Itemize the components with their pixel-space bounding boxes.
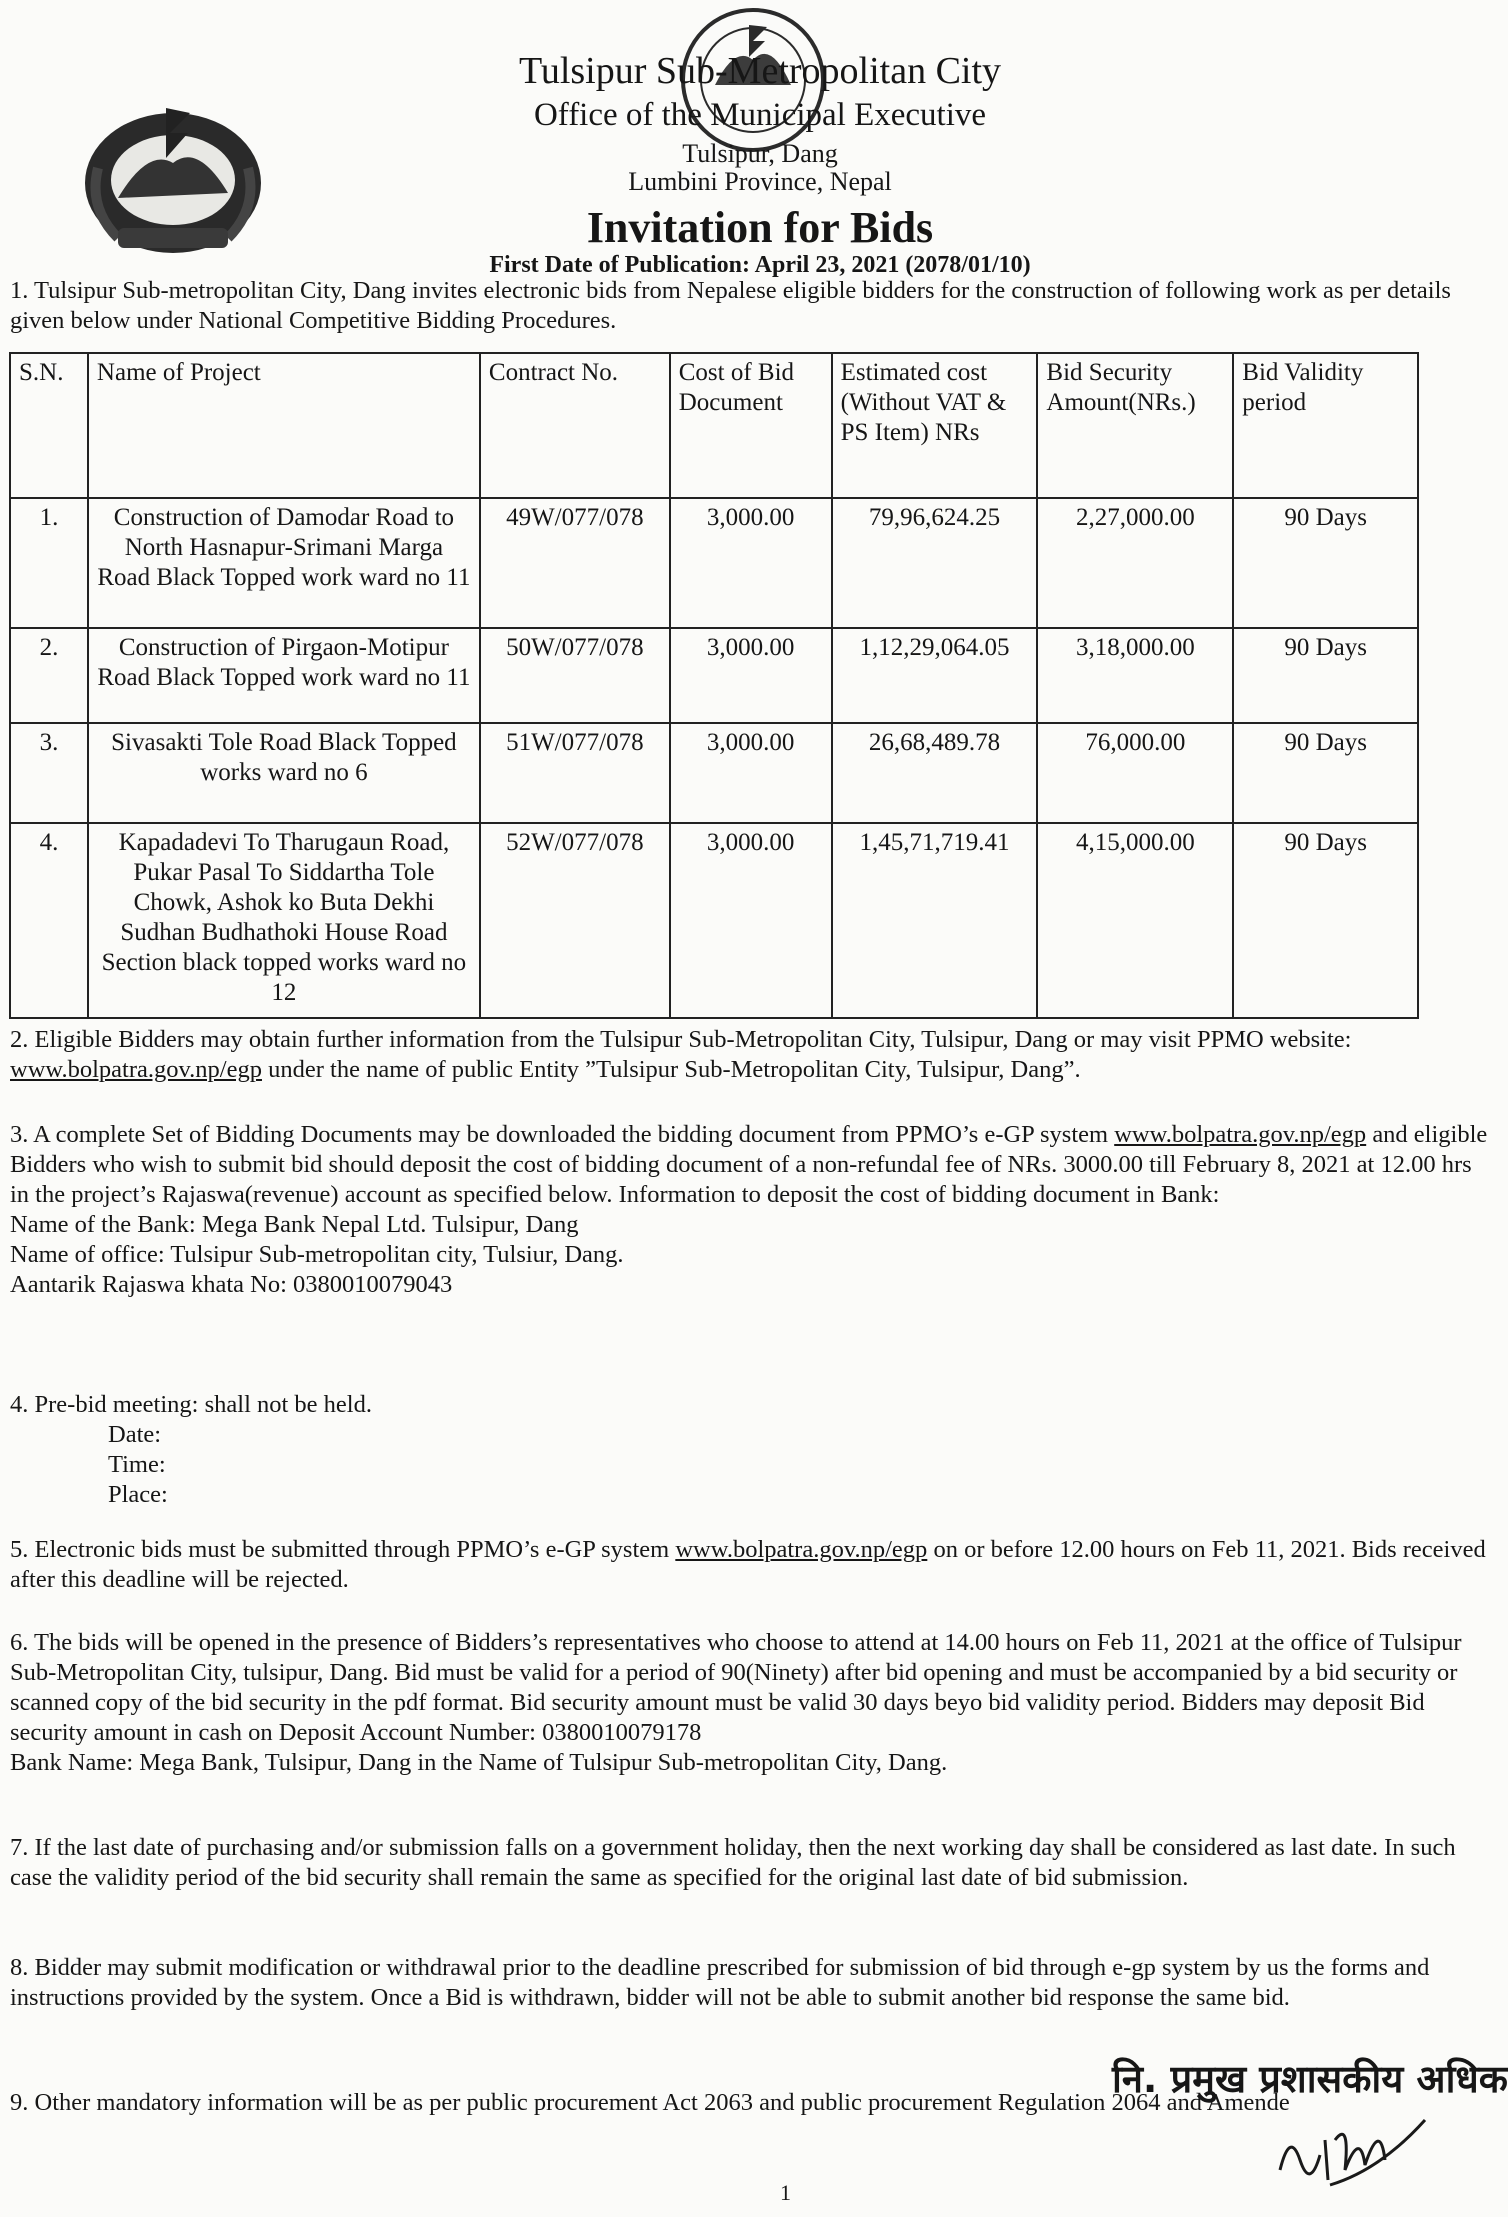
p4-date: Date: bbox=[108, 1421, 162, 1448]
cell-sn: 3. bbox=[10, 723, 88, 823]
paragraph-8 bbox=[10, 1953, 1490, 2013]
p3-office: Name of office: Tulsipur Sub-metropolitan city, Tulsiur, Dang. bbox=[10, 1241, 624, 1268]
cell-validity: 90 Days bbox=[1233, 823, 1418, 1018]
cell-name: Construction of Damodar Road to North Hasnapur-Srimani Marga Road Black Topped work ward no 11 bbox=[88, 498, 480, 628]
cell-sn: 2. bbox=[10, 628, 88, 723]
cell-validity: 90 Days bbox=[1233, 723, 1418, 823]
cell-estimate: 26,68,489.78 bbox=[832, 723, 1038, 823]
paragraph-7 bbox=[10, 1833, 1490, 1893]
p5-text-a: 5. Electronic bids must be submitted through PPMO’s e-GP system bbox=[10, 1536, 676, 1563]
paragraph-4 bbox=[10, 1390, 1490, 1510]
p3-bank: Name of the Bank: Mega Bank Nepal Ltd. Tulsipur, Dang bbox=[10, 1211, 579, 1238]
col-header-sn: S.N. bbox=[10, 353, 88, 498]
cell-cost-doc: 3,000.00 bbox=[670, 628, 832, 723]
cell-name: Sivasakti Tole Road Black Topped works ward no 6 bbox=[88, 723, 480, 823]
table-row bbox=[10, 723, 1418, 823]
office-province: Lumbini Province, Nepal bbox=[628, 167, 892, 196]
p9-text: 9. Other mandatory information will be as per public procurement Act 2063 and public procurement Regulation 2064 and Amende bbox=[10, 2089, 1290, 2116]
p4-place: Place: bbox=[108, 1481, 168, 1508]
table-row bbox=[10, 628, 1418, 723]
paragraph-5 bbox=[10, 1535, 1490, 1595]
egp-link[interactable]: www.bolpatra.gov.np/egp bbox=[1114, 1121, 1367, 1148]
col-header-name: Name of Project bbox=[88, 353, 480, 498]
intro-text: 1. Tulsipur Sub-metropolitan City, Dang invites electronic bids from Nepalese eligible bidders for the construction of following work as per details given below under National Competitive Bidding Procedures. bbox=[10, 277, 1451, 334]
city-name: Tulsipur Sub-Metropolitan City bbox=[518, 50, 1002, 92]
table-header-row bbox=[10, 353, 1418, 498]
p4-time: Time: bbox=[108, 1451, 166, 1478]
office-location: Tulsipur, Dang bbox=[682, 139, 838, 168]
paragraph-9 bbox=[10, 2088, 1290, 2118]
col-header-cost-doc: Cost of Bid Document bbox=[670, 353, 832, 498]
cell-contract: 50W/077/078 bbox=[480, 628, 670, 723]
p6-text: 6. The bids will be opened in the presence of Bidders’s representatives who choose to attend at 14.00 hours on Feb 11, 2021 at the office of Tulsipur Sub-Metropolitan City, tulsipur, Dang. Bid must be valid for a period of 90(Ninety) after bid opening and must be accompanied by a bid security or scanned copy of the bid security in the pdf format. Bid security amount must be valid 30 days beyo bid validity period. Bidders may deposit Bid security amount in cash on Deposit Account Number: 0380010079178 bbox=[10, 1629, 1462, 1746]
egp-link[interactable]: www.bolpatra.gov.np/egp bbox=[10, 1056, 262, 1083]
cell-contract: 49W/077/078 bbox=[480, 498, 670, 628]
col-header-estimate: Estimated cost (Without VAT & PS Item) NRs bbox=[832, 353, 1038, 498]
cell-contract: 51W/077/078 bbox=[480, 723, 670, 823]
p6-bank: Bank Name: Mega Bank, Tulsipur, Dang in the Name of Tulsipur Sub-metropolitan City, Dang. bbox=[10, 1749, 948, 1776]
p2-text-b: under the name of public Entity ”Tulsipur Sub-Metropolitan City, Tulsipur, Dang”. bbox=[261, 1056, 1081, 1083]
p3-khata: Aantarik Rajaswa khata No: 0380010079043 bbox=[10, 1271, 453, 1298]
cell-contract: 52W/077/078 bbox=[480, 823, 670, 1018]
cell-security: 4,15,000.00 bbox=[1037, 823, 1233, 1018]
p7-text: 7. If the last date of purchasing and/or submission falls on a government holiday, then the next working day shall be considered as last date. In such case the validity period of the bid security shall remain the same as specified for the original last date of bid submission. bbox=[10, 1834, 1456, 1891]
cell-security: 3,18,000.00 bbox=[1037, 628, 1233, 723]
cell-security: 2,27,000.00 bbox=[1037, 498, 1233, 628]
cell-estimate: 1,45,71,719.41 bbox=[832, 823, 1038, 1018]
cell-security: 76,000.00 bbox=[1037, 723, 1233, 823]
cell-cost-doc: 3,000.00 bbox=[670, 823, 832, 1018]
col-header-security: Bid Security Amount(NRs.) bbox=[1037, 353, 1233, 498]
cell-sn: 1. bbox=[10, 498, 88, 628]
table-row bbox=[10, 498, 1418, 628]
p5-text-b: on or before 12.00 hours on Feb 11, 2021. Bids received after this deadline will be rejected. bbox=[10, 1536, 1486, 1593]
paragraph-2 bbox=[10, 1025, 1490, 1085]
paragraph-6 bbox=[10, 1628, 1490, 1778]
cell-validity: 90 Days bbox=[1233, 628, 1418, 723]
cell-sn: 4. bbox=[10, 823, 88, 1018]
paragraph-3 bbox=[10, 1120, 1490, 1300]
page-title: Invitation for Bids bbox=[586, 203, 934, 252]
p8-text: 8. Bidder may submit modification or withdrawal prior to the deadline prescribed for submission of bid through e-gp system by us the forms and instructions provided by the system. Once a Bid is withdrawn, bidder will not be able to submit another bid response the same bid. bbox=[10, 1954, 1430, 2011]
handwritten-signature-icon bbox=[1270, 2100, 1430, 2200]
intro-paragraph bbox=[10, 276, 1490, 336]
cell-estimate: 79,96,624.25 bbox=[832, 498, 1038, 628]
col-header-contract: Contract No. bbox=[480, 353, 670, 498]
table-row bbox=[10, 823, 1418, 1018]
bids-table bbox=[9, 352, 1419, 1019]
office-name: Office of the Municipal Executive bbox=[533, 97, 987, 133]
p2-text-a: 2. Eligible Bidders may obtain further information from the Tulsipur Sub-Metropolitan City, Tulsipur, Dang or may visit PPMO website: bbox=[10, 1026, 1352, 1053]
cell-cost-doc: 3,000.00 bbox=[670, 498, 832, 628]
cell-validity: 90 Days bbox=[1233, 498, 1418, 628]
cell-name: Kapadadevi To Tharugaun Road, Pukar Pasal To Siddartha Tole Chowk, Ashok ko Buta Dekhi Sudhan Budhathoki House Road Section black topped works ward no 12 bbox=[88, 823, 480, 1018]
cell-cost-doc: 3,000.00 bbox=[670, 723, 832, 823]
p4-line: 4. Pre-bid meeting: shall not be held. bbox=[10, 1391, 372, 1418]
egp-link[interactable]: www.bolpatra.gov.np/egp bbox=[675, 1536, 928, 1563]
p3-text-b: and eligible Bidders who wish to submit bid should deposit the cost of bidding document of a non-refundal fee of NRs. 3000.00 till February 8, 2021 at 12.00 hrs in the project’s Rajaswa(revenue) account as specified below. Information to deposit the cost of bidding document in Bank: bbox=[10, 1121, 1488, 1208]
signatory-title: नि. प्रमुख प्रशासकीय अधिक bbox=[1112, 2057, 1508, 2101]
page-number: 1 bbox=[780, 2180, 791, 2205]
nepal-emblem-icon bbox=[78, 88, 268, 258]
cell-estimate: 1,12,29,064.05 bbox=[832, 628, 1038, 723]
col-header-validity: Bid Validity period bbox=[1233, 353, 1418, 498]
publication-date: First Date of Publication: April 23, 2021 (2078/01/10) bbox=[489, 252, 1031, 278]
p3-text-a: 3. A complete Set of Bidding Documents may be downloaded the bidding document from PPMO’s e-GP system bbox=[10, 1121, 1115, 1148]
cell-name: Construction of Pirgaon-Motipur Road Black Topped work ward no 11 bbox=[88, 628, 480, 723]
